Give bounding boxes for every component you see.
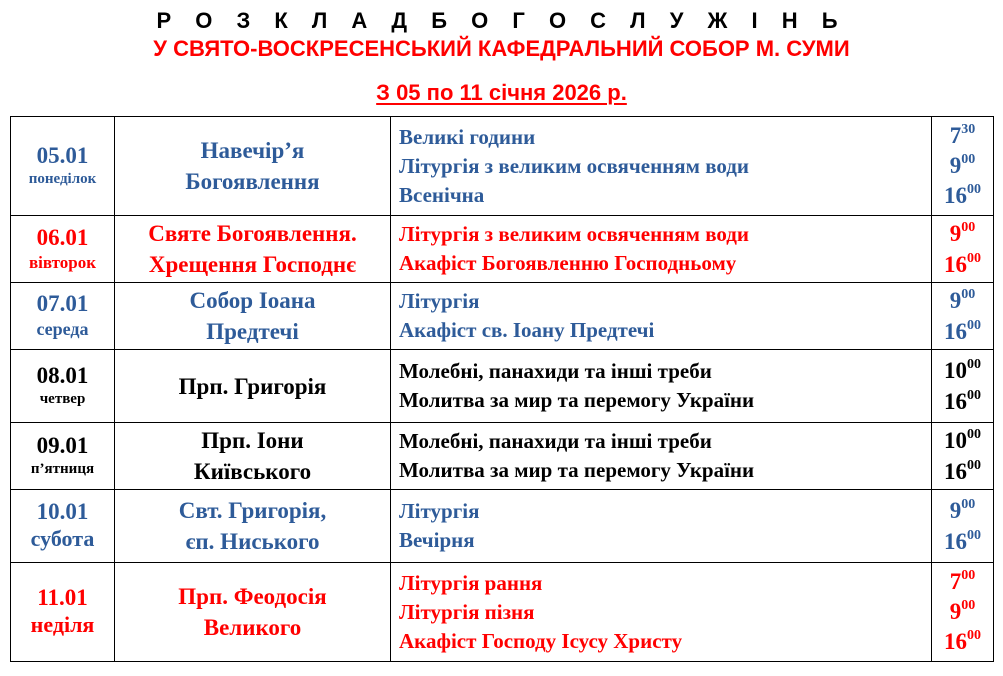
weekday: неділя (30, 612, 95, 637)
services-cell (391, 490, 932, 563)
date-cell (11, 423, 115, 490)
service-time (932, 425, 993, 456)
date-value: 10.01 (36, 499, 89, 524)
time-minutes: 00 (961, 568, 976, 583)
service-time (932, 218, 993, 249)
feast-line: Свт. Григорія, (178, 498, 327, 523)
time-hour: 16 (944, 529, 967, 554)
times-cell (932, 117, 994, 216)
time-minutes: 00 (967, 388, 981, 403)
service-time (932, 285, 993, 316)
service-time (932, 386, 993, 417)
services-cell (391, 216, 932, 283)
service-time (932, 597, 993, 627)
time-hour: 16 (944, 319, 967, 344)
weekday: субота (30, 526, 95, 551)
services-cell (391, 423, 932, 490)
time-minutes: 30 (961, 122, 976, 137)
time-minutes: 00 (967, 251, 981, 266)
time-hour: 9 (949, 153, 962, 178)
time-hour: 9 (949, 288, 962, 313)
schedule-row (11, 423, 994, 490)
weekday: середа (36, 319, 89, 339)
date-value: 06.01 (36, 224, 89, 250)
date-cell (11, 216, 115, 283)
time-hour: 16 (944, 252, 967, 277)
service-item: Молебні, панахиди та інші треби (399, 359, 712, 383)
times-cell (932, 216, 994, 283)
service-item: Всенічна (399, 182, 485, 207)
feast-line: Богоявлення (185, 169, 320, 194)
times-cell (932, 350, 994, 423)
date-cell (11, 490, 115, 563)
feast-line: єп. Ниського (185, 529, 320, 554)
feast-cell (115, 117, 391, 216)
schedule-title: Р О З К Л А Д Б О Г О С Л У Ж І Н Ь (156, 8, 847, 33)
schedule-period (0, 80, 1003, 106)
time-hour: 7 (949, 123, 962, 148)
feast-line: Хрещення Господнє (148, 252, 357, 277)
weekday: четвер (39, 390, 86, 407)
feast-line: Предтечі (206, 319, 299, 344)
time-minutes: 00 (967, 427, 981, 442)
service-item: Молитва за мир та перемогу України (399, 458, 755, 482)
time-minutes: 00 (967, 628, 981, 643)
feast-line: Навечір’я (200, 138, 305, 163)
time-hour: 16 (944, 389, 967, 414)
service-time (932, 121, 993, 151)
service-time (932, 151, 993, 181)
feast-cell (115, 563, 391, 662)
service-item: Літургія (399, 289, 480, 313)
time-minutes: 00 (967, 528, 981, 543)
schedule-row (11, 563, 994, 662)
feast-cell (115, 216, 391, 283)
date-value: 11.01 (37, 585, 88, 610)
service-item: Літургія рання (399, 570, 543, 595)
service-item: Молебні, панахиди та інші треби (399, 429, 712, 453)
weekday: п’ятниця (30, 460, 95, 477)
schedule-row (11, 490, 994, 563)
times-cell (932, 563, 994, 662)
feast-cell (115, 490, 391, 563)
service-item: Акафіст Господу Ісусу Христу (399, 628, 683, 653)
service-time (932, 181, 993, 211)
services-cell (391, 563, 932, 662)
service-item: Літургія (399, 499, 480, 523)
time-minutes: 00 (961, 220, 976, 235)
service-time (932, 249, 993, 280)
time-hour: 7 (949, 569, 962, 594)
time-hour: 16 (944, 629, 967, 654)
time-minutes: 00 (961, 287, 976, 302)
schedule-row (11, 117, 994, 216)
feast-line: Собор Іоана (189, 288, 316, 313)
service-item: Акафіст Богоявленню Господньому (399, 251, 737, 275)
feast-cell (115, 423, 391, 490)
service-item: Великі години (399, 124, 536, 149)
services-cell (391, 117, 932, 216)
time-hour: 16 (944, 183, 967, 208)
feast-line: Великого (203, 615, 302, 640)
time-hour: 9 (949, 498, 962, 523)
times-cell (932, 490, 994, 563)
date-value: 09.01 (36, 432, 89, 458)
time-hour: 10 (944, 358, 967, 383)
time-hour: 9 (949, 221, 962, 246)
service-item: Літургія пізня (399, 599, 535, 624)
time-minutes: 00 (961, 152, 976, 167)
services-cell (391, 283, 932, 350)
time-hour: 10 (944, 428, 967, 453)
service-item: Молитва за мир та перемогу України (399, 388, 755, 412)
time-hour: 16 (944, 459, 967, 484)
period-text: З 05 по 11 січня 2026 р. (376, 80, 627, 105)
service-time (932, 526, 993, 557)
schedule-table (10, 116, 994, 662)
feast-cell (115, 283, 391, 350)
date-value: 05.01 (36, 142, 89, 168)
services-cell (391, 350, 932, 423)
service-time (932, 567, 993, 597)
times-cell (932, 423, 994, 490)
date-value: 08.01 (36, 362, 89, 388)
feast-line: Святе Богоявлення. (148, 221, 357, 246)
weekday: понеділок (28, 170, 97, 187)
weekday: вівторок (28, 252, 97, 272)
time-minutes: 00 (967, 182, 981, 197)
time-hour: 9 (949, 599, 962, 624)
service-time (932, 316, 993, 347)
date-cell (11, 117, 115, 216)
time-minutes: 00 (961, 497, 976, 512)
feast-line: Київського (193, 459, 312, 484)
schedule-row (11, 283, 994, 350)
time-minutes: 00 (967, 318, 981, 333)
service-item: Акафіст св. Іоану Предтечі (399, 318, 655, 342)
feast-line: Прп. Григорія (178, 373, 327, 399)
schedule-row (11, 350, 994, 423)
cathedral-subtitle: У СВЯТО-ВОСКРЕСЕНСЬКИЙ КАФЕДРАЛЬНИЙ СОБОР М. СУМИ (153, 36, 850, 61)
service-item: Вечірня (399, 528, 475, 552)
feast-line: Прп. Феодосія (178, 584, 327, 609)
service-time (932, 495, 993, 526)
service-item: Літургія з великим освяченням води (399, 222, 750, 246)
date-cell (11, 283, 115, 350)
service-item: Літургія з великим освяченням води (399, 153, 750, 178)
feast-cell (115, 350, 391, 423)
service-time (932, 627, 993, 657)
service-time (932, 456, 993, 487)
time-minutes: 00 (961, 598, 976, 613)
date-cell (11, 563, 115, 662)
date-value: 07.01 (36, 291, 89, 316)
time-minutes: 00 (967, 458, 981, 473)
time-minutes: 00 (967, 357, 981, 372)
feast-line: Прп. Іони (201, 428, 304, 453)
service-time (932, 355, 993, 386)
date-cell (11, 350, 115, 423)
times-cell (932, 283, 994, 350)
schedule-row (11, 216, 994, 283)
